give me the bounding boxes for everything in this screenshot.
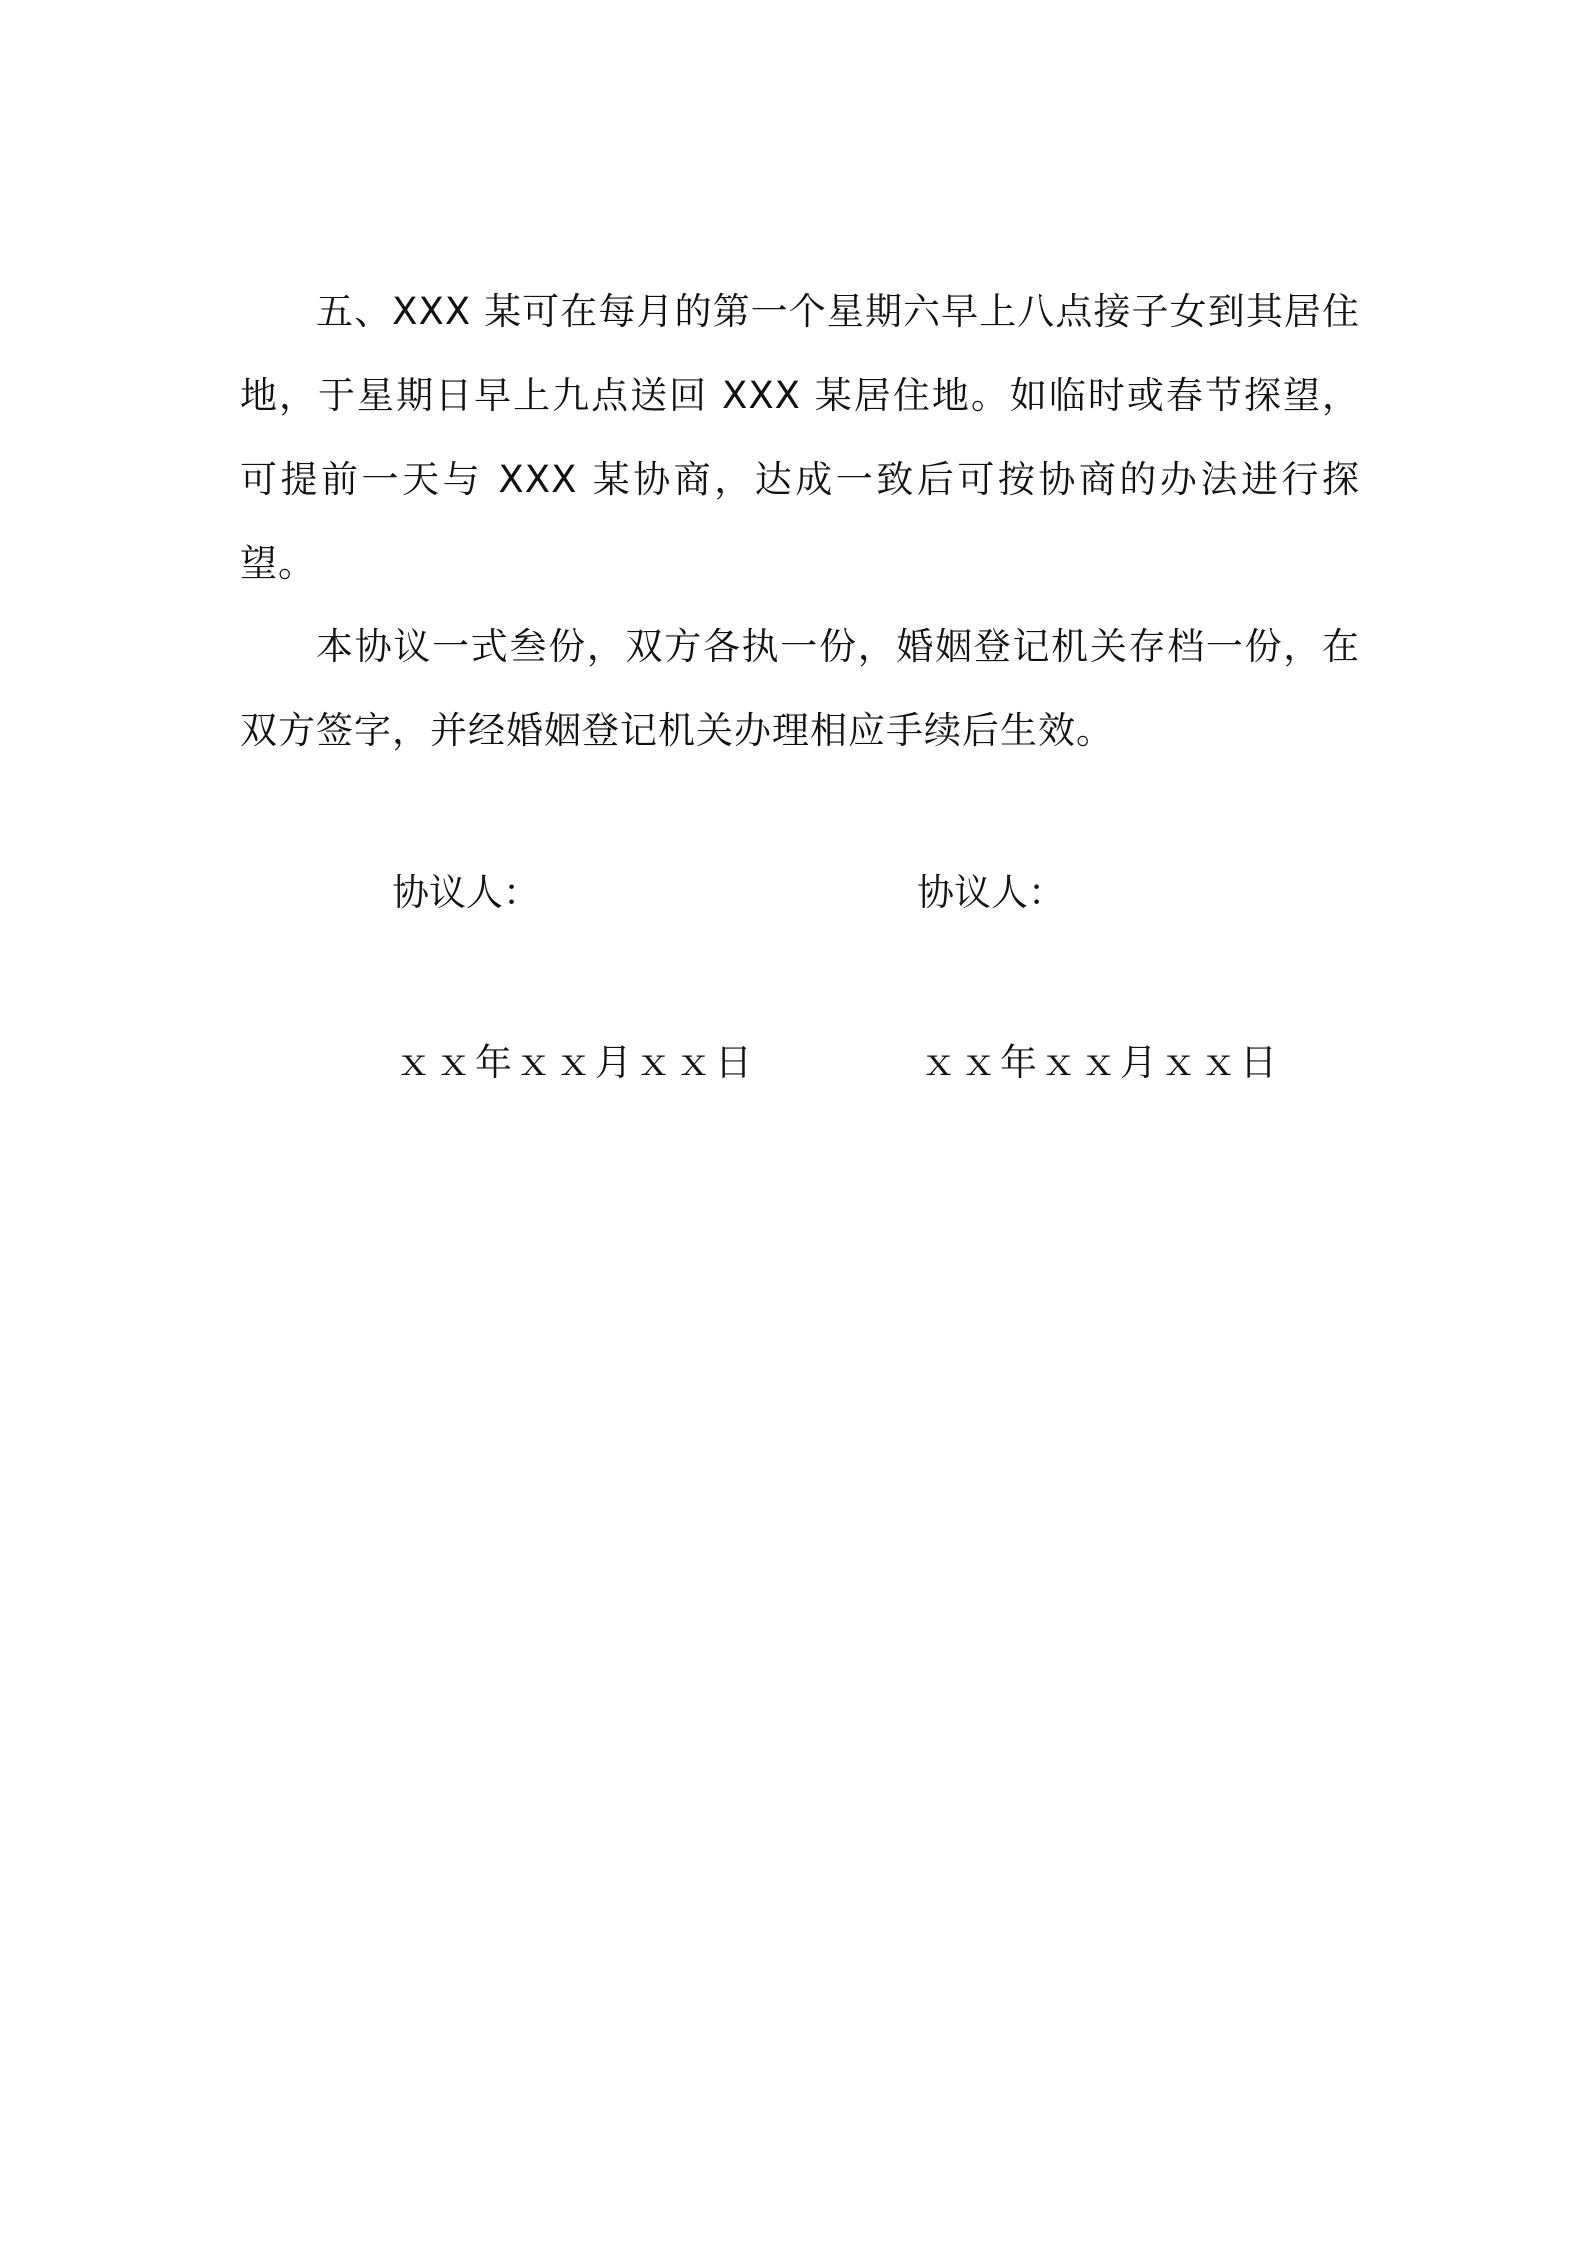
closing-paragraph: 本协议一式叁份，双方各执一份，婚姻登记机关存档一份，在双方签字，并经婚姻登记机关办理相应手续后生效。 (240, 625, 1360, 752)
right-signatory-label: 协议人： (917, 871, 1065, 914)
left-signature-date: ｘｘ年ｘｘ月ｘｘ日 (395, 1041, 755, 1084)
left-signatory-label: 协议人： (392, 871, 540, 914)
clause-five-paragraph: 五、XXX 某可在每月的第一个星期六早上八点接子女到其居住地，于星期日早上九点送回 XXX 某居住地。如临时或春节探望，可提前一天与 XXX 某协商，达成一致后可按协商的办法进行探望。 (240, 290, 1360, 585)
right-signature-date: ｘｘ年ｘｘ月ｘｘ日 (920, 1041, 1280, 1084)
